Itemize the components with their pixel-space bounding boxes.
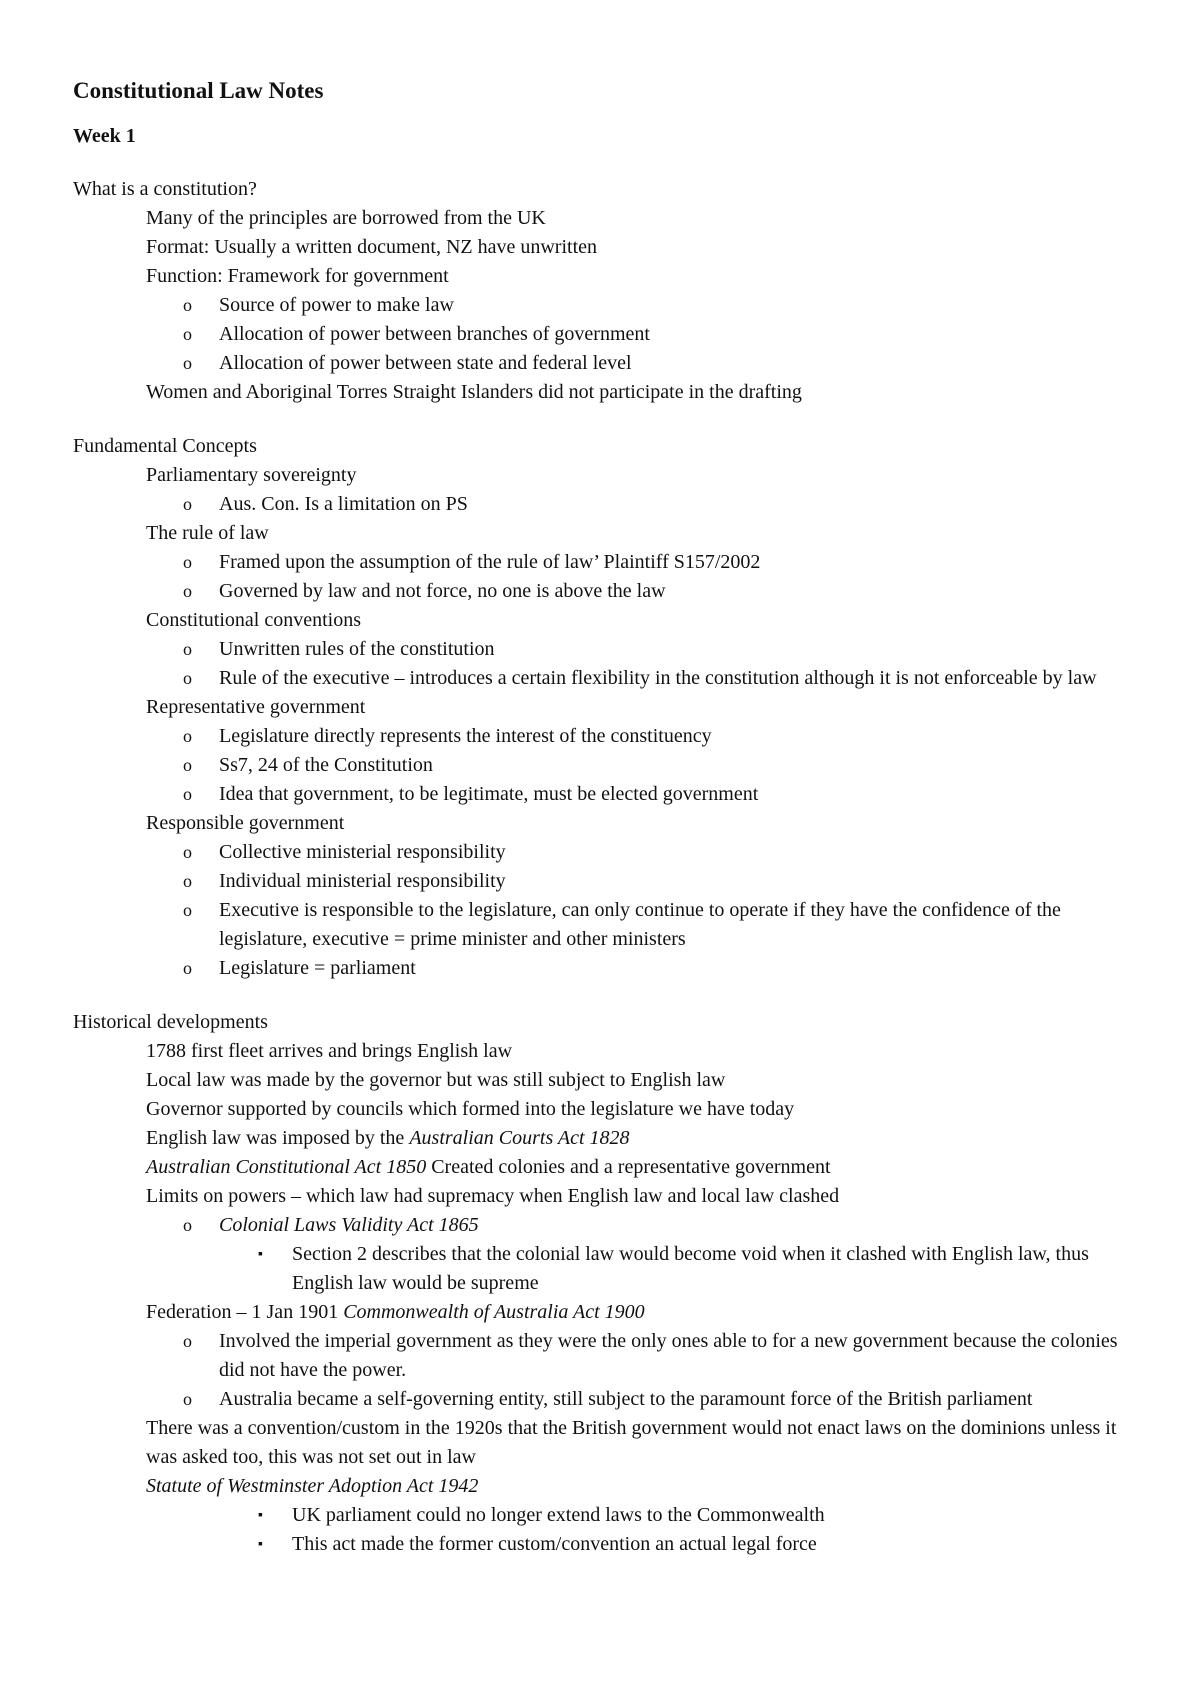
item-text-italic: Australian Constitutional Act 1850 (146, 1156, 427, 1178)
item-text: There was a convention/custom in the 1920s that the British government would not enact laws on the dominions unless it was asked too, this was not set out in law (146, 1417, 1117, 1468)
item-text: Limits on powers – which law had supremacy when English law and local law clashed (146, 1185, 840, 1207)
document-page (73, 72, 1133, 1559)
list-item (73, 577, 1133, 606)
list-item (73, 1211, 1133, 1240)
bullet-icon (110, 378, 124, 407)
bullet-icon: o (183, 1389, 192, 1409)
list-item (73, 1095, 1133, 1124)
item-text: Unwritten rules of the constitution (219, 638, 495, 660)
bullet-icon (110, 1037, 124, 1066)
bullet-icon: o (183, 1331, 192, 1351)
item-text: English law was imposed by the (146, 1127, 410, 1149)
item-text: Constitutional conventions (146, 609, 361, 631)
item-text: Governor supported by councils which formed into the legislature we have today (146, 1098, 795, 1120)
list-item (73, 722, 1133, 751)
item-text: Idea that government, to be legitimate, must be elected government (219, 783, 759, 805)
list-item (73, 664, 1133, 693)
list-item (73, 1414, 1133, 1472)
bullet-icon (110, 693, 124, 722)
item-text: Governed by law and not force, no one is above the law (219, 580, 666, 602)
bullet-icon (110, 809, 124, 838)
item-text-italic: Commonwealth of Australia Act 1900 (343, 1301, 645, 1323)
bullet-icon: o (183, 726, 192, 746)
list-item (73, 780, 1133, 809)
item-text: Involved the imperial government as they were the only ones able to for a new government because the colonies did not have the power. (219, 1330, 1118, 1381)
item-text: Legislature = parliament (219, 957, 416, 979)
item-text: Allocation of power between branches of government (219, 323, 650, 345)
section-heading: Historical developments (73, 1011, 268, 1033)
list-item (73, 519, 1133, 548)
bullet-icon: o (183, 353, 192, 373)
item-text: Executive is responsible to the legislature, can only continue to operate if they have the confidence of the legislature, executive = prime minister and other ministers (219, 899, 1061, 950)
bullet-icon: o (183, 1215, 192, 1235)
bullet-icon: o (183, 552, 192, 572)
list-item (73, 490, 1133, 519)
list-item (73, 204, 1133, 233)
list-item (73, 1124, 1133, 1153)
bullet-icon: o (183, 871, 192, 891)
list-item (73, 1298, 1133, 1327)
bullet-list (73, 461, 1133, 983)
list-item (73, 1037, 1133, 1066)
list-item (73, 461, 1133, 490)
item-text-italic: Colonial Laws Validity Act 1865 (219, 1214, 479, 1236)
bullet-icon (110, 204, 124, 233)
item-text: This act made the former custom/convention an actual legal force (292, 1533, 817, 1555)
item-text: Responsible government (146, 812, 345, 834)
bullet-icon: o (183, 958, 192, 978)
list-item (73, 954, 1133, 983)
bullet-icon (110, 461, 124, 490)
list-item (73, 1066, 1133, 1095)
item-text: Source of power to make law (219, 294, 454, 316)
list-item (73, 262, 1133, 291)
bullet-list (73, 1037, 1133, 1559)
list-item (73, 1153, 1133, 1182)
list-item (73, 751, 1133, 780)
list-item (73, 606, 1133, 635)
bullet-icon: ▪ (258, 1537, 263, 1552)
bullet-icon: ▪ (258, 1508, 263, 1523)
item-text: The rule of law (146, 522, 269, 544)
item-text: Framed upon the assumption of the rule of law’ Plaintiff S157/2002 (219, 551, 761, 573)
item-text: UK parliament could no longer extend laws to the Commonwealth (292, 1504, 825, 1526)
bullet-icon: o (183, 668, 192, 688)
item-text: Representative government (146, 696, 366, 718)
list-item (73, 291, 1133, 320)
section (73, 432, 1133, 983)
item-text-italic: Statute of Westminster Adoption Act 1942 (146, 1475, 479, 1497)
item-text: Rule of the executive – introduces a certain flexibility in the constitution although it is not enforceable by law (219, 667, 1097, 689)
item-text: Function: Framework for government (146, 265, 449, 287)
bullet-icon: o (183, 842, 192, 862)
bullet-icon: o (183, 581, 192, 601)
item-text: Aus. Con. Is a limitation on PS (219, 493, 468, 515)
bullet-icon (110, 1095, 124, 1124)
bullet-icon (110, 1066, 124, 1095)
item-text: Local law was made by the governor but was still subject to English law (146, 1069, 726, 1091)
bullet-icon: ▪ (258, 1247, 263, 1262)
list-item (73, 1182, 1133, 1211)
bullet-icon (110, 262, 124, 291)
bullet-icon: o (183, 784, 192, 804)
list-item (73, 1501, 1133, 1530)
item-text: Individual ministerial responsibility (219, 870, 506, 892)
list-item (73, 867, 1133, 896)
list-item (73, 1472, 1133, 1501)
list-item (73, 1385, 1133, 1414)
bullet-icon: o (183, 755, 192, 775)
document-subtitle: Week 1 (73, 125, 136, 147)
bullet-icon: o (183, 639, 192, 659)
list-item (73, 635, 1133, 664)
section-heading: Fundamental Concepts (73, 435, 257, 457)
bullet-icon (110, 606, 124, 635)
section-heading: What is a constitution? (73, 178, 257, 200)
list-item (73, 693, 1133, 722)
bullet-icon: o (183, 295, 192, 315)
item-text: Australia became a self-governing entity, still subject to the paramount force of the British parliament (219, 1388, 1033, 1410)
section (73, 1008, 1133, 1559)
list-item (73, 809, 1133, 838)
bullet-icon (110, 1298, 124, 1327)
item-text: 1788 first fleet arrives and brings English law (146, 1040, 513, 1062)
item-text: Federation – 1 Jan 1901 (146, 1301, 344, 1323)
item-text-italic: Australian Courts Act 1828 (409, 1127, 630, 1149)
section (73, 175, 1133, 407)
list-item (73, 349, 1133, 378)
bullet-icon (110, 233, 124, 262)
item-text: Women and Aboriginal Torres Straight Islanders did not participate in the drafting (146, 381, 802, 403)
bullet-list (73, 204, 1133, 407)
bullet-icon: o (183, 494, 192, 514)
list-item (73, 320, 1133, 349)
sections-container (73, 175, 1133, 1559)
list-item (73, 233, 1133, 262)
bullet-icon: o (183, 900, 192, 920)
bullet-icon (110, 1182, 124, 1211)
bullet-icon (110, 1124, 124, 1153)
item-text: Allocation of power between state and federal level (219, 352, 632, 374)
item-text: Format: Usually a written document, NZ have unwritten (146, 236, 598, 258)
list-item (73, 378, 1133, 407)
bullet-icon (110, 1153, 124, 1182)
bullet-icon (110, 519, 124, 548)
item-text: Parliamentary sovereignty (146, 464, 357, 486)
list-item (73, 838, 1133, 867)
bullet-icon (110, 1472, 124, 1501)
item-text: Section 2 describes that the colonial law would become void when it clashed with English law, thus English law would be supreme (292, 1243, 1089, 1294)
list-item (73, 548, 1133, 577)
list-item (73, 1530, 1133, 1559)
list-item (73, 1327, 1133, 1385)
document-title: Constitutional Law Notes (73, 78, 324, 103)
item-text: Created colonies and a representative government (426, 1156, 831, 1178)
bullet-icon (110, 1414, 124, 1443)
list-item (73, 1240, 1133, 1298)
item-text: Ss7, 24 of the Constitution (219, 754, 433, 776)
bullet-icon: o (183, 324, 192, 344)
item-text: Collective ministerial responsibility (219, 841, 506, 863)
item-text: Many of the principles are borrowed from the UK (146, 207, 546, 229)
item-text: Legislature directly represents the interest of the constituency (219, 725, 712, 747)
list-item (73, 896, 1133, 954)
